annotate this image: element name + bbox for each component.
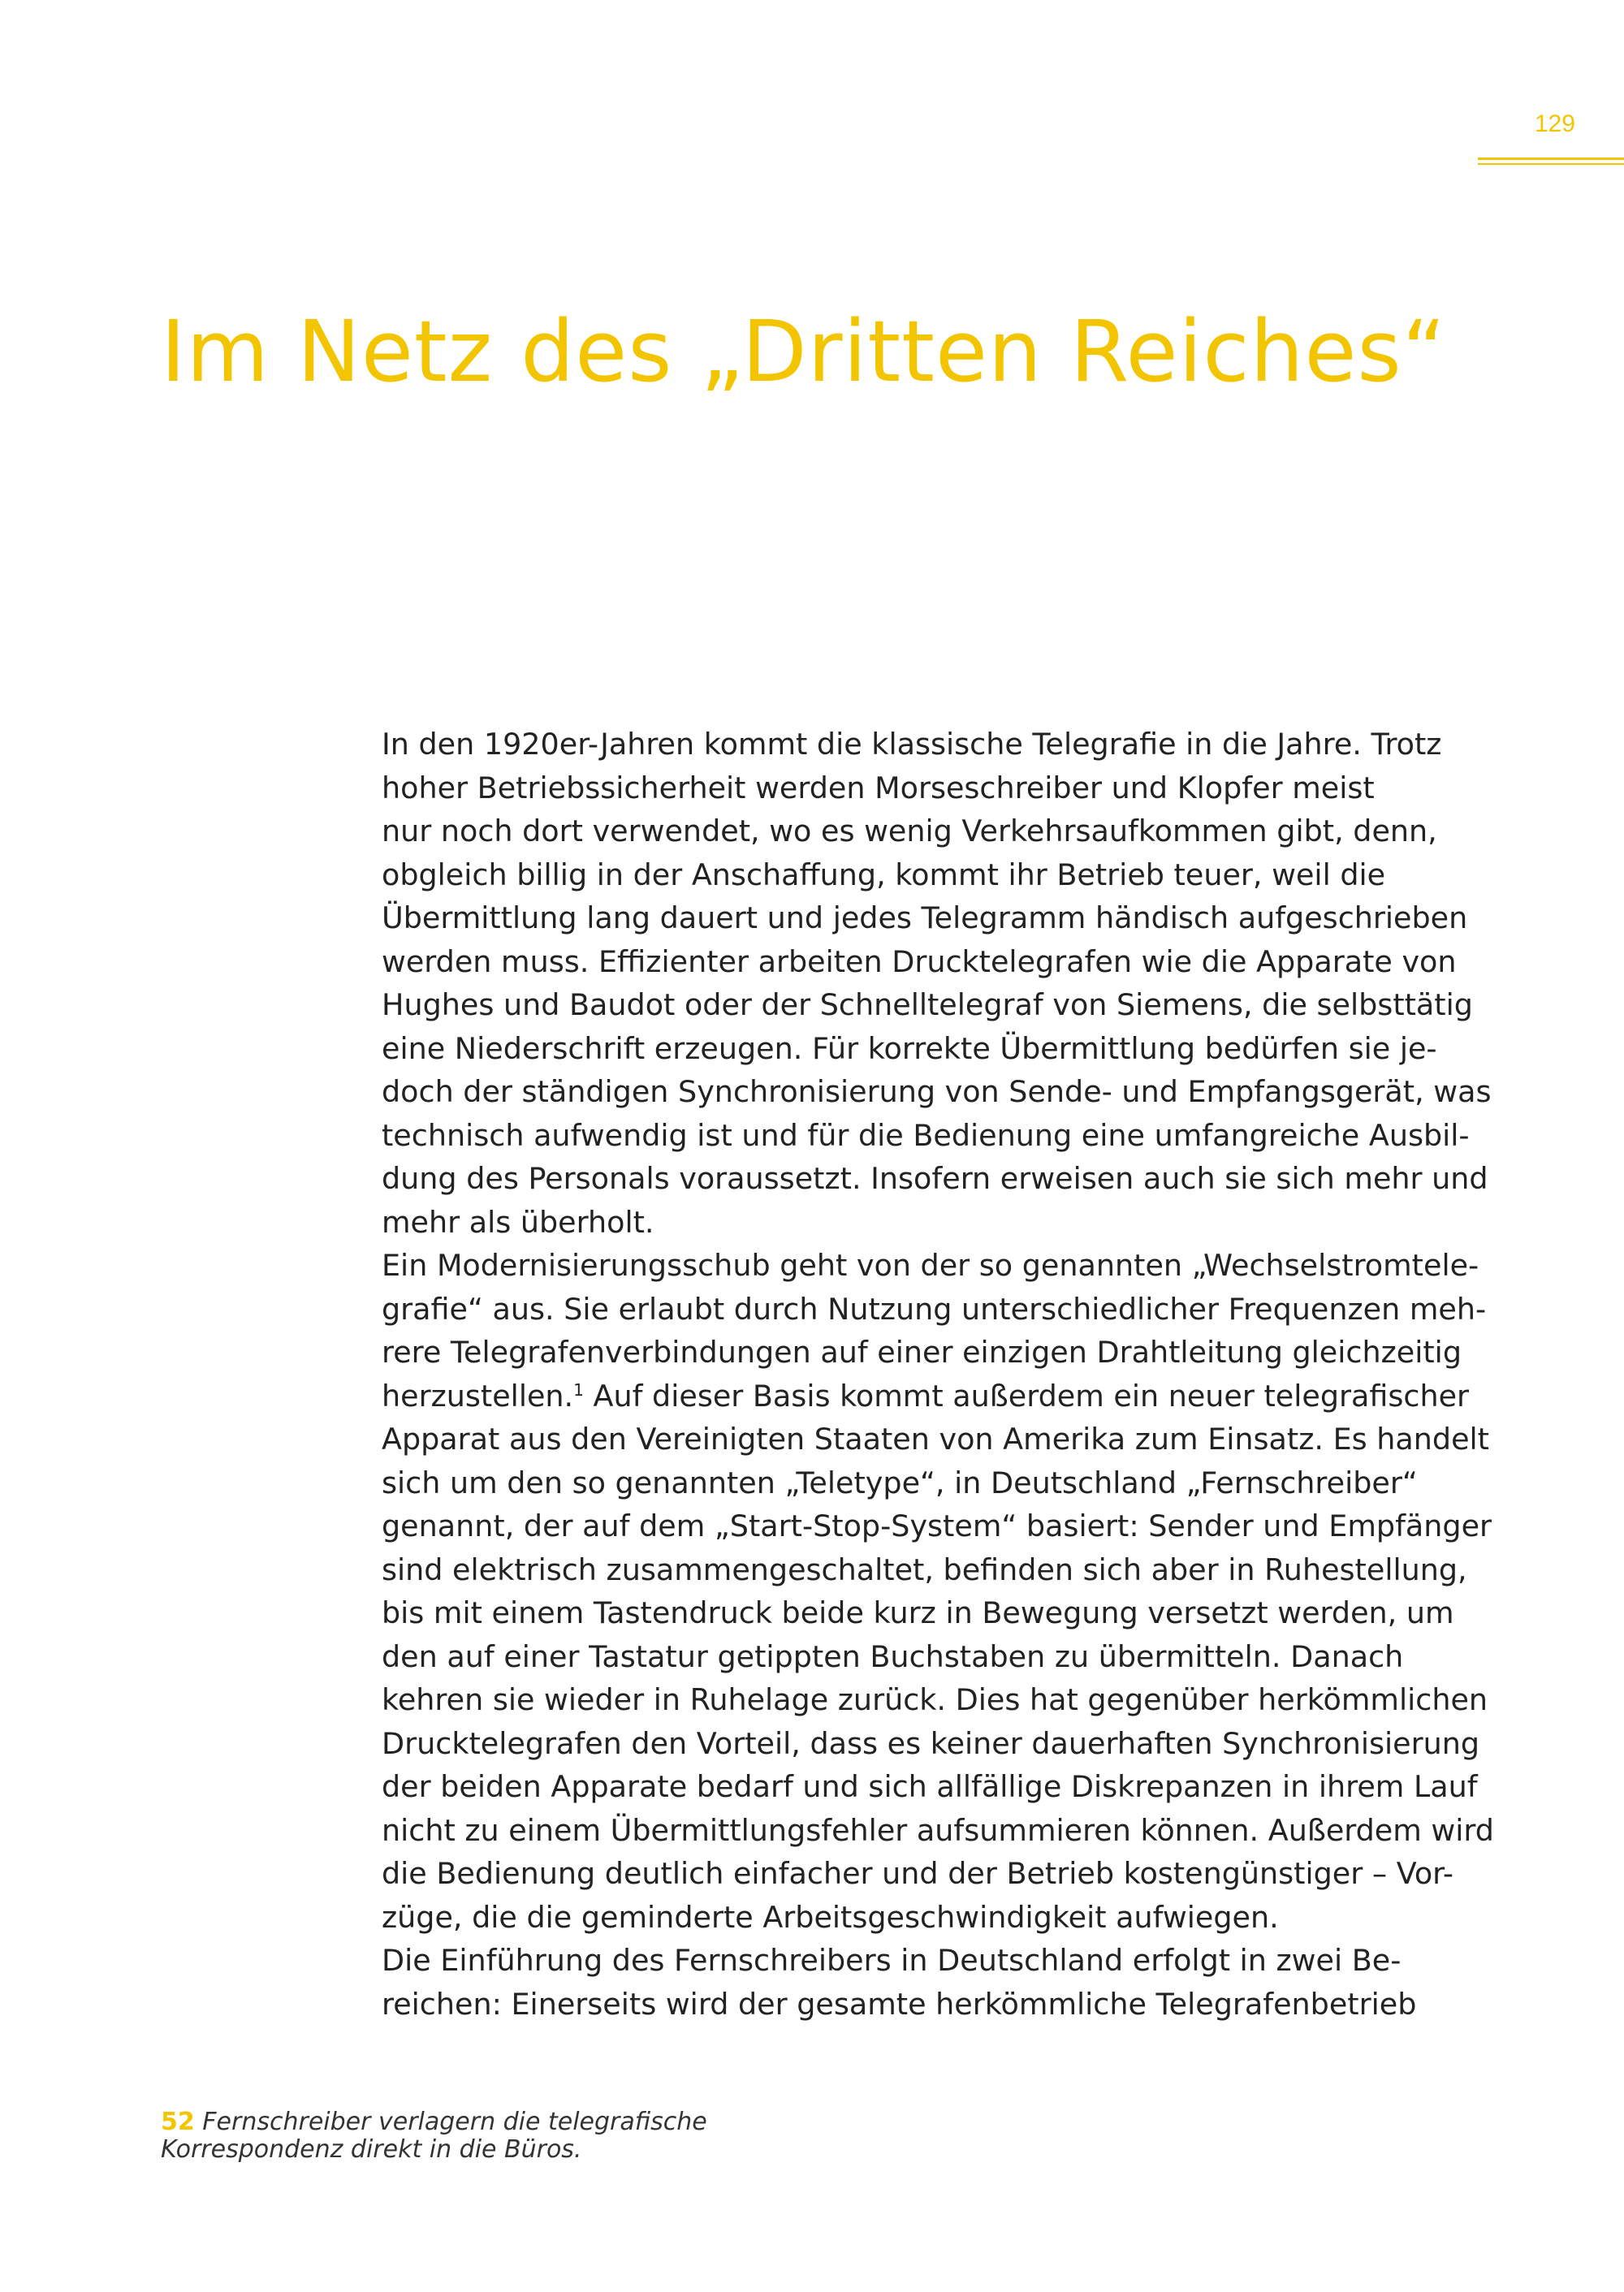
footnote-marker[interactable]: 1 (573, 1379, 584, 1400)
footnote-line-before: herzustellen. (382, 1378, 574, 1414)
body-line: die Bedienung deutlich einfacher und der Betrieb kostengünstiger – Vor- (382, 1856, 1454, 1891)
body-line: der beiden Apparate bedarf und sich allfällige Diskrepanzen in ihrem Lauf (382, 1769, 1478, 1804)
caption-line-1 (161, 2109, 707, 2136)
body-line: Apparat aus den Vereinigten Staaten von Amerika zum Einsatz. Es handelt (382, 1422, 1489, 1457)
caption-number: 52 (161, 2108, 195, 2136)
body-line: dung des Personals voraussetzt. Insofern erweisen auch sie sich mehr und (382, 1161, 1488, 1196)
body-line: reichen: Einerseits wird der gesamte herkömmliche Telegrafenbetrieb (382, 1986, 1417, 2022)
chapter-title: Im Netz des „Dritten Reiches“ (161, 302, 1447, 401)
body-line: sind elektrisch zusammengeschaltet, befinden sich aber in Ruhestellung, (382, 1552, 1467, 1587)
body-line: nur noch dort verwendet, wo es wenig Verkehrsaufkommen gibt, denn, (382, 814, 1437, 848)
body-line: doch der ständigen Synchronisierung von Sende- und Empfangsgerät, was (382, 1074, 1492, 1109)
body-line: obgleich billig in der Anschaffung, kommt ihr Betrieb teuer, weil die (382, 857, 1386, 892)
caption-text-1: Fernschreiber verlagern die telegrafische (194, 2108, 707, 2136)
body-line: sich um den so genannten „Teletype“, in Deutschland „Fernschreiber“ (382, 1465, 1418, 1500)
body-line: Die Einführung des Fernschreibers in Deutschland erfolgt in zwei Be- (382, 1943, 1402, 1978)
figure-caption (161, 2109, 707, 2164)
body-line: hoher Betriebssicherheit werden Morseschreiber und Klopfer meist (382, 770, 1375, 805)
body-line: grafie“ aus. Sie erlaubt durch Nutzung unterschiedlicher Frequenzen meh- (382, 1291, 1487, 1327)
body-line: technisch aufwendig ist und für die Bedienung eine umfangreiche Ausbil- (382, 1117, 1470, 1153)
body-line: kehren sie wieder in Ruhelage zurück. Dies hat gegenüber herkömmlichen (382, 1682, 1488, 1717)
body-line-with-footnote (382, 1375, 1470, 1418)
body-line: eine Niederschrift erzeugen. Für korrekte Übermittlung bedürfen sie je- (382, 1030, 1437, 1066)
body-line: In den 1920er-Jahren kommt die klassische Telegrafie in die Jahre. Trotz (382, 727, 1442, 762)
caption-text-2: Korrespondenz direkt in die Büros. (161, 2135, 582, 2164)
body-line: Hughes und Baudot oder der Schnelltelegraf von Siemens, die selbsttätig (382, 987, 1473, 1022)
body-line: züge, die die geminderte Arbeitsgeschwindigkeit aufwiegen. (382, 1899, 1279, 1935)
footnote-line-after: Auf dieser Basis kommt außerdem ein neuer telegrafischer (583, 1378, 1470, 1414)
body-line: Übermittlung lang dauert und jedes Telegramm händisch aufgeschrieben (382, 900, 1468, 935)
body-line: mehr als überholt. (382, 1204, 654, 1240)
body-line: den auf einer Tastatur getippten Buchstaben zu übermitteln. Danach (382, 1638, 1404, 1674)
body-line: Drucktelegrafen den Vorteil, dass es keiner dauerhaften Synchronisierung (382, 1725, 1480, 1761)
body-line: nicht zu einem Übermittlungsfehler aufsummieren können. Außerdem wird (382, 1812, 1494, 1848)
body-line: rere Telegrafenverbindungen auf einer einzigen Drahtleitung gleichzeitig (382, 1335, 1462, 1370)
body-line: bis mit einem Tastendruck beide kurz in Bewegung versetzt werden, um (382, 1595, 1454, 1630)
page-number: 129 (1534, 110, 1575, 137)
page-number-rule (1478, 158, 1624, 165)
body-text (382, 723, 1494, 2026)
body-line: Ein Modernisierungsschub geht von der so genannten „Wechselstromtele- (382, 1248, 1479, 1283)
body-line: werden muss. Effizienter arbeiten Drucktelegrafen wie die Apparate von (382, 943, 1457, 979)
body-line: genannt, der auf dem „Start-Stop-System“ basiert: Sender und Empfänger (382, 1509, 1492, 1543)
